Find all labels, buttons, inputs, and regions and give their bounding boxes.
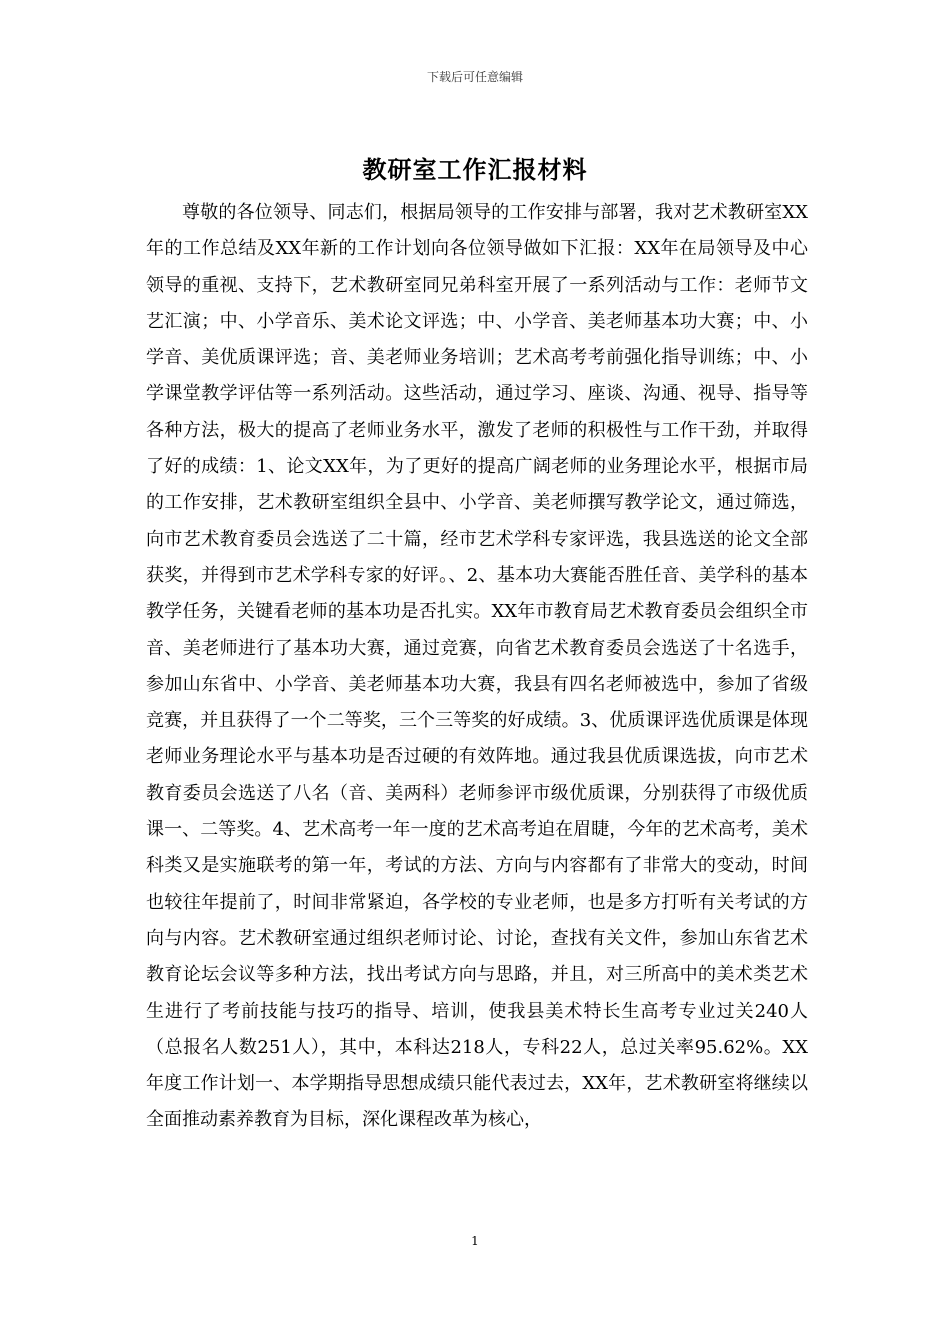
page-number: 1 <box>471 1234 479 1248</box>
body-paragraph: 尊敬的各位领导、同志们，根据局领导的工作安排与部署，我对艺术教研室XX年的工作总结及XX年新的工作计划向各位领导做如下汇报：XX年在局领导及中心领导的重视、支持下，艺术教研室同兄弟科室开展了一系列活动与工作：老师节文艺汇演；中、小学音乐、美术论文评选；中、小学音、美老师基本功大赛；中、小学音、美优质课评选；音、美老师业务培训；艺术高考考前强化指导训练；中、小学课堂教学评估等一系列活动。这些活动，通过学习、座谈、沟通、视导、指导等各种方法，极大的提高了老师业务水平，激发了老师的积极性与工作干劲，并取得了好的成绩：1、论文XX年，为了更好的提高广阔老师的业务理论水平，根据市局的工作安排，艺术教研室组织全县中、小学音、美老师撰写教学论文，通过筛选，向市艺术教育委员会选送了二十篇，经市艺术学科专家评选，我县选送的论文全部获奖，并得到市艺术学科专家的好评。、2、基本功大赛能否胜任音、美学科的基本教学任务，关键看老师的基本功是否扎实。XX年市教育局艺术教育委员会组织全市音、美老师进行了基本功大赛，通过竞赛，向省艺术教育委员会选送了十名选手，参加山东省中、小学音、美老师基本功大赛，我县有四名老师被选中，参加了省级竞赛，并且获得了一个二等奖，三个三等奖的好成绩。3、优质课评选优质课是体现老师业务理论水平与基本功是否过硬的有效阵地。通过我县优质课选拔，向市艺术教育委员会选送了八名（音、美两科）老师参评市级优质课，分别获得了市级优质课一、二等奖。4、艺术高考一年一度的艺术高考迫在眉睫，今年的艺术高考，美术科类又是实施联考的第一年，考试的方法、方向与内容都有了非常大的变动，时间也较往年提前了，时间非常紧迫，各学校的专业老师，也是多方打听有关考试的方向与内容。艺术教研室通过组织老师讨论、讨论，查找有关文件，参加山东省艺术教育论坛会议等多种方法，找出考试方向与思路，并且，对三所高中的美术类艺术生进行了考前技能与技巧的指导、培训，使我县美术特长生高考专业过关240人（总报名人数251人），其中，本科达218人，专科22人，总过关率95.62%。XX年度工作计划一、本学期指导思想成绩只能代表过去，XX年，艺术教研室将继续以全面推动素养教育为目标，深化课程改革为核心， <box>146 202 808 1131</box>
document-title: 教研室工作汇报材料 <box>362 155 588 184</box>
page-header-note: 下载后可任意编辑 <box>426 70 523 84</box>
